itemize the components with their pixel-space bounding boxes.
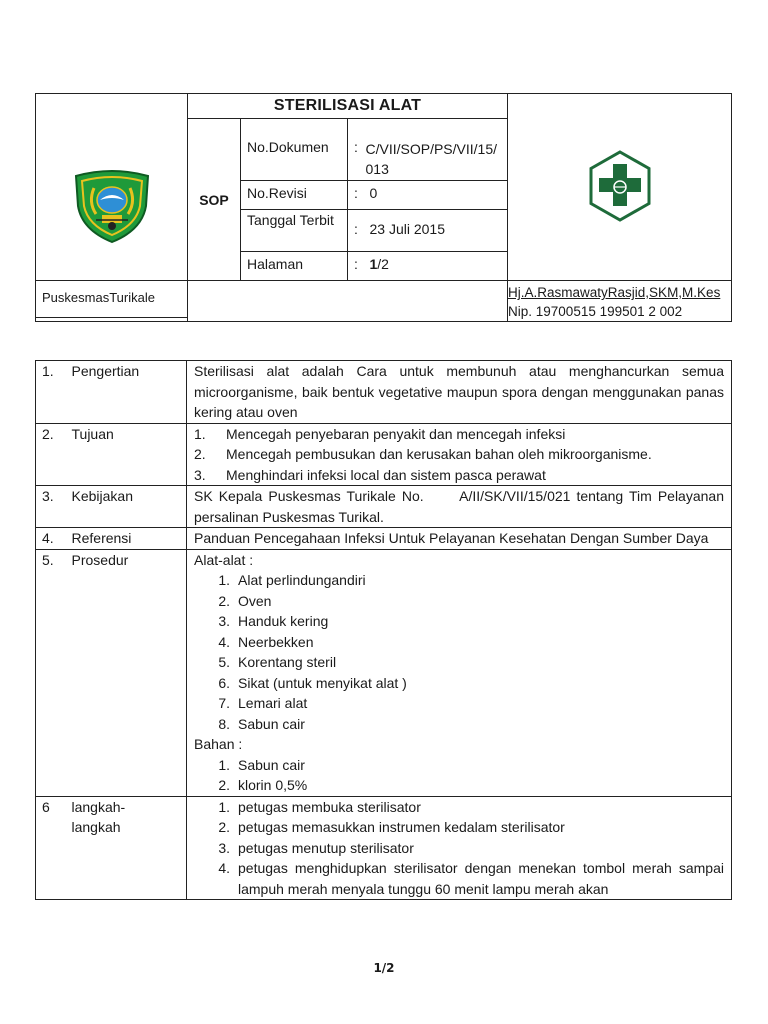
list-item: 2. Oven [218,592,272,609]
section-label: Pengertian [72,361,187,424]
document-title: STERILISASI ALAT [188,94,508,119]
section-row-referensi [36,528,732,550]
alat-list [194,570,724,734]
list-item: 2. Mencegah pembusukan dan kerusakan bahan oleh mikroorganisme. [194,446,652,462]
halaman-total-pages: /2 [377,256,389,272]
section-row-prosedur [36,549,732,796]
prosedur-cell [187,549,732,796]
alat-heading: Alat-alat : [194,551,254,568]
langkah-list [194,797,724,900]
list-item: 1. Sabun cair [218,756,305,773]
bahan-list [194,755,724,796]
section-label: langkah-langkah [72,796,187,900]
list-item: 7. Lemari alat [218,695,308,711]
section-number: 3. [36,486,72,528]
langkah-cell [187,796,732,900]
org-name-row [35,280,187,318]
section-label: Kebijakan [72,486,187,528]
section-row-langkah [36,796,732,900]
pengertian-text: Sterilisasi alat adalah Cara untuk membunuh atau menghancurkan semua microorganisme, baik bentuk vegetative maupun spora dengan menggunakan panas kering atau oven [187,361,732,424]
sop-label: SOP [188,119,241,281]
section-number: 1. [36,361,72,424]
bahan-heading: Bahan : [194,736,243,752]
list-item: 4. petugas menghidupkan sterilisator dengan menekan tombol merah sampai lampuh merah menyala tunggu 60 menit lampu merah akan [218,860,724,897]
halaman-label: Halaman [241,252,348,281]
kebijakan-text: SK Kepala Puskesmas Turikale No. A/II/SK/VII/15/021 tentang Tim Pelayanan persalinan Puskesmas Turikal. [187,486,732,528]
list-item: 2. petugas memasukkan instrumen kedalam sterilisator [218,819,565,835]
section-label: Tujuan [72,423,187,486]
list-item: 8. Sabun cair [218,715,305,732]
list-item: 2. klorin 0,5% [218,777,308,793]
puskesmas-green-cross-icon [588,150,652,222]
section-row-kebijakan [36,486,732,528]
referensi-text: Panduan Pencegahaan Infeksi Untuk Pelayanan Kesehatan Dengan Sumber Daya [187,528,732,550]
halaman-value [366,252,508,281]
no-revisi-colon: : [348,181,366,210]
tujuan-list-cell [187,423,732,486]
no-dokumen-label: No.Dokumen [241,119,348,181]
list-item: 1. petugas membuka sterilisator [218,798,421,815]
list-item: 5. Korentang steril [218,654,337,670]
section-row-pengertian [36,361,732,424]
org-name: PuskesmasTurikale [42,290,155,305]
halaman-colon: : [348,252,366,281]
list-item: 1. Alat perlindungandiri [218,572,366,588]
halaman-current-page: 1 [369,256,378,272]
signer-block [508,281,732,322]
section-number: 6 [36,796,72,900]
no-revisi-label: No.Revisi [241,181,348,210]
section-number: 2. [36,423,72,486]
signer-name: Hj.A.RasmawatyRasjid,SKM,M.Kes [508,285,721,300]
regency-shield-emblem [72,168,152,244]
empty-footer-cell [188,281,508,322]
sop-content-table [35,360,732,900]
right-logo-cell [508,94,732,281]
list-item: 4. Neerbekken [218,633,314,650]
signer-nip: Nip. 19700515 199501 2 002 [508,304,683,319]
list-item: 1. Mencegah penyebaran penyakit dan mencegah infeksi [194,425,566,442]
tanggal-terbit-colon: : [348,210,366,252]
no-dokumen-colon: : [348,119,366,181]
tanggal-terbit-value: 23 Juli 2015 [366,210,508,252]
tujuan-list [190,424,724,486]
no-dokumen-value: C/VII/SOP/PS/VII/15/ 013 [366,119,508,181]
list-item: 6. Sikat (untuk menyikat alat ) [218,674,407,691]
section-row-tujuan [36,423,732,486]
no-revisi-value: 0 [366,181,508,210]
section-number: 5. [36,549,72,796]
section-number: 4. [36,528,72,550]
list-item: 3. petugas menutup sterilisator [218,839,414,856]
list-item: 3. Menghindari infeksi local dan sistem pasca perawat [194,466,546,483]
page-number-footer: 1/2 [373,961,395,975]
tanggal-terbit-label: Tanggal Terbit [241,210,348,252]
section-label: Prosedur [72,549,187,796]
section-label: Referensi [72,528,187,550]
list-item: 3. Handuk kering [218,613,329,629]
